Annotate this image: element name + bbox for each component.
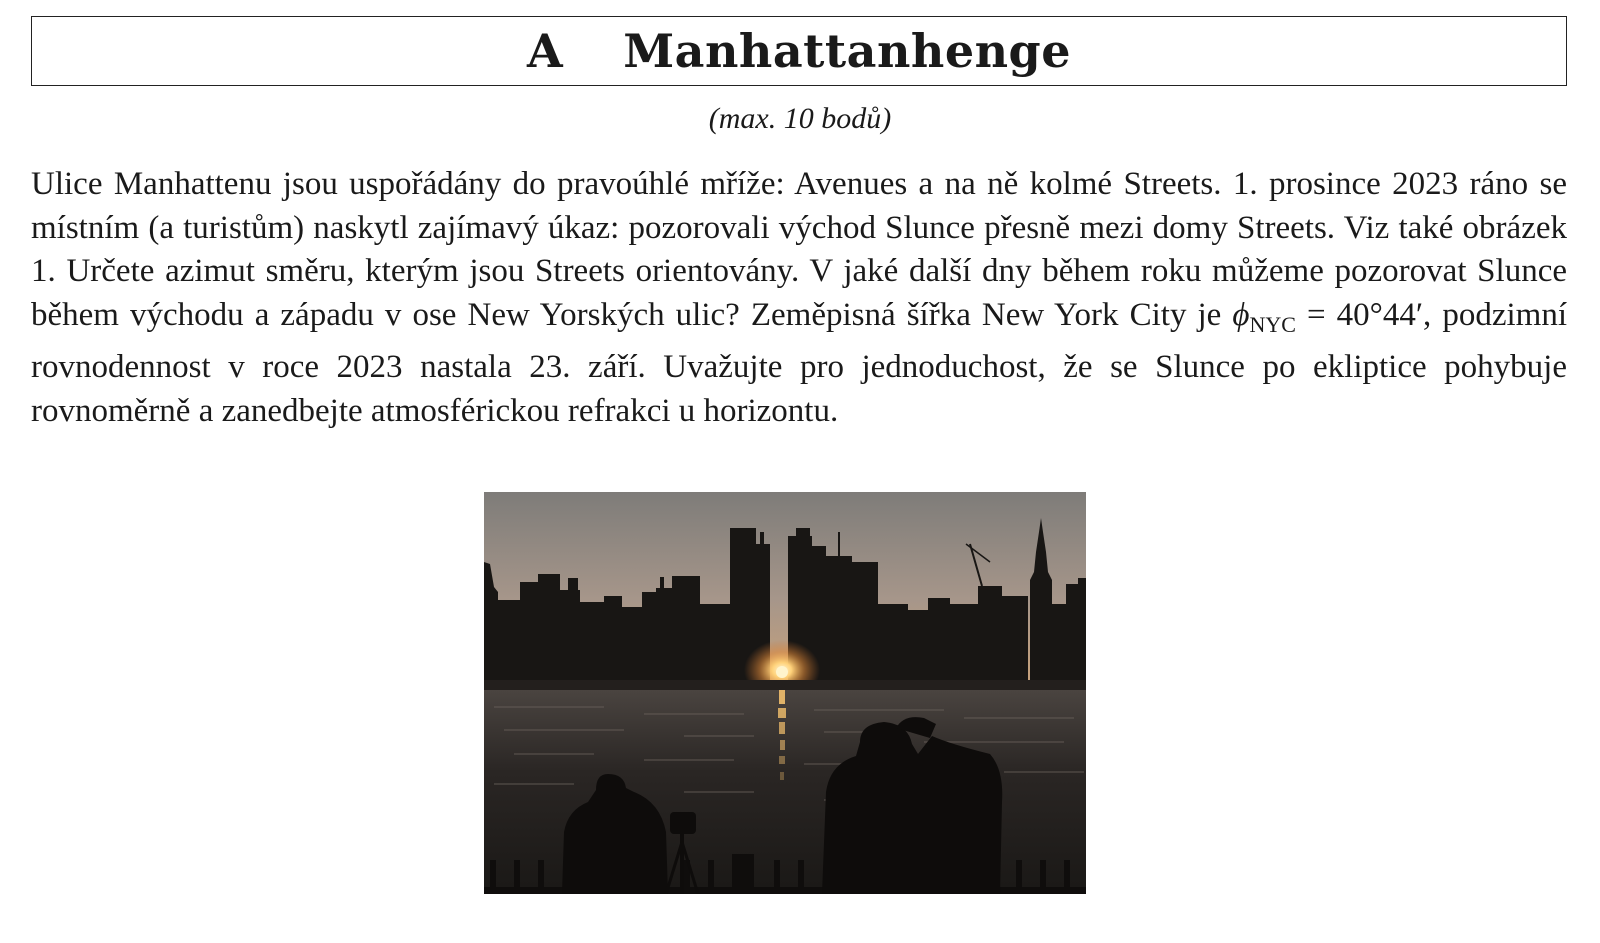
problem-text-part1: Ulice Manhattenu jsou uspořádány do pravoúhlé mříže: Avenues a na ně kolmé Streets. 1. prosince 2023 ráno se místním (a turistům) naskytl zajímavý úkaz: pozorovali východ Slunce přesně mezi domy Streets. Viz také obrázek 1. Určete azimut směru, kterým jsou Streets orientovány. V jaké další dny během roku můžeme pozorovat Slunce během východu a západu v ose New Yorských ulic? Zeměpisná šířka New York City je	[31, 166, 1567, 333]
section-title	[527, 24, 1071, 78]
phi-subscript: NYC	[1249, 311, 1296, 337]
section-letter: A	[527, 24, 564, 78]
sun	[776, 666, 788, 678]
phi-symbol: ϕ	[1232, 296, 1250, 333]
section-name: Manhattanhenge	[623, 24, 1071, 78]
title-box	[31, 16, 1567, 86]
problem-text	[31, 163, 1567, 433]
shoreline	[484, 680, 1086, 690]
points-note: (max. 10 bodů)	[708, 102, 892, 135]
latitude-value: = 40°44′	[1295, 296, 1424, 333]
photo-illustration	[484, 492, 1086, 894]
problem-text-part2: , podzimní rovnodennost v roce 2023 nastala 23. září. Uvažujte pro jednoduchost, že se Slunce po ekliptice pohybuje rovnoměrně a zanedbejte atmosférickou refrakci u horizontu.	[31, 296, 1567, 429]
manhattanhenge-photo	[484, 492, 1086, 894]
